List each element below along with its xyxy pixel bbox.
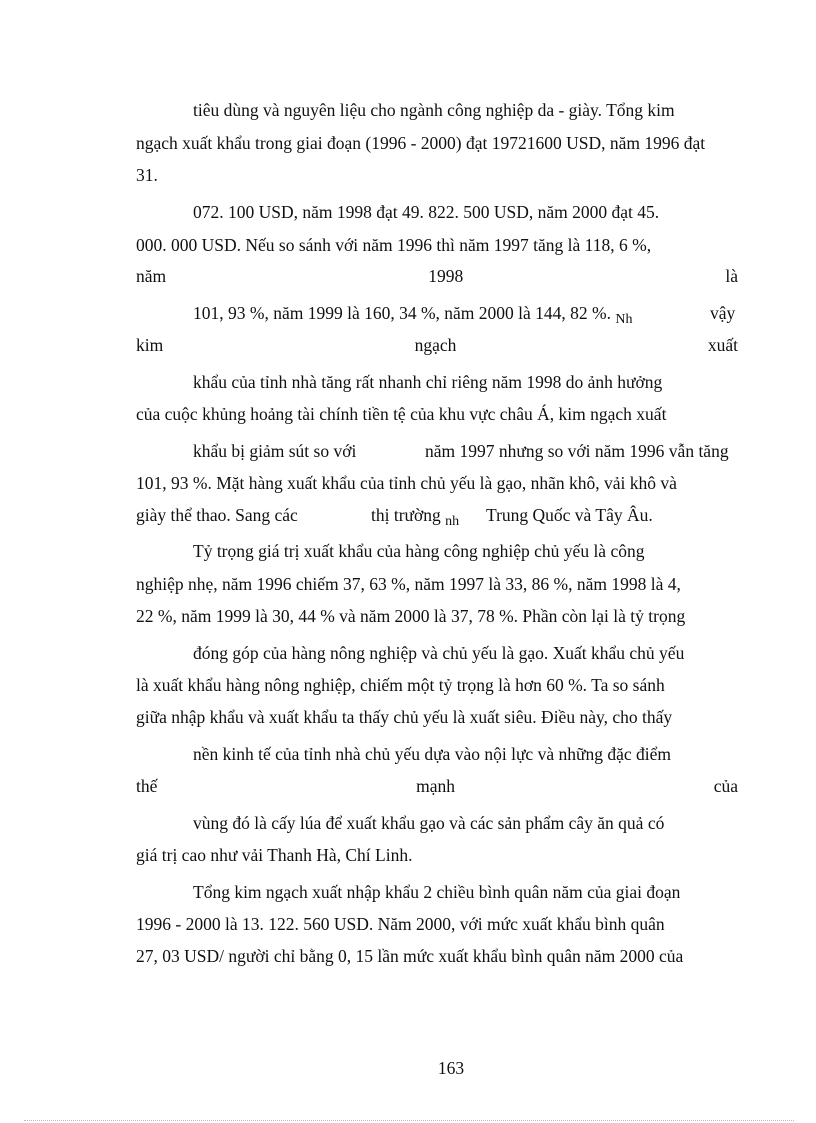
text-line: năm 1997 nhưng so với năm 1996 vẫn tăng (425, 441, 729, 461)
text-line: Tổng kim ngạch xuất nhập khẩu 2 chiều bình quân năm của giai đoạn (193, 882, 681, 902)
word: ngạch (414, 335, 457, 355)
fragment: nh (445, 514, 460, 529)
text-line (371, 504, 459, 529)
text-line: 000. 000 USD. Nếu so sánh với năm 1996 thì năm 1997 tăng là 118, 6 %, (136, 235, 652, 255)
spread-line (136, 775, 738, 797)
word: 1998 (428, 266, 464, 286)
word: năm (136, 266, 167, 286)
line-text: 101, 93 %, năm 1999 là 160, 34 %, năm 2000 là 144, 82 %. (193, 303, 612, 323)
text-line: nền kinh tế của tỉnh nhà chủ yếu dựa vào nội lực và những đặc điểm (193, 744, 671, 764)
text-line: là xuất khẩu hàng nông nghiệp, chiếm một tỷ trọng là hơn 60 %. Ta so sánh (136, 675, 665, 695)
text-line: 072. 100 USD, năm 1998 đạt 49. 822. 500 USD, năm 2000 đạt 45. (193, 202, 660, 222)
spread-line (136, 265, 738, 287)
text-line: của cuộc khủng hoảng tài chính tiền tệ của khu vực châu Á, kim ngạch xuất (136, 404, 667, 424)
word: của (713, 776, 738, 796)
word: kim (136, 335, 164, 355)
text-line: 101, 93 %. Mặt hàng xuất khẩu của tỉnh chủ yếu là gạo, nhãn khô, vải khô và (136, 473, 677, 493)
text-line: khẩu bị giảm sút so với (193, 441, 357, 461)
text-line: đóng góp của hàng nông nghiệp và chủ yếu là gạo. Xuất khẩu chủ yếu (193, 643, 685, 663)
text-line: Tỷ trọng giá trị xuất khẩu của hàng công nghiệp chủ yếu là công (193, 541, 645, 561)
word: là (725, 266, 738, 286)
text-line: giày thể thao. Sang các (136, 505, 298, 525)
text-line: Trung Quốc và Tây Âu. (486, 505, 653, 525)
word: vậy (710, 303, 736, 323)
page-number: 163 (437, 1058, 465, 1078)
fragment: Nh (615, 312, 633, 327)
text-line: 27, 03 USD/ người chỉ bằng 0, 15 lần mức xuất khẩu bình quân năm 2000 của (136, 946, 684, 966)
word: mạnh (416, 776, 455, 796)
page-bottom-divider (24, 1120, 794, 1121)
text-line (193, 302, 633, 327)
text-line: giữa nhập khẩu và xuất khẩu ta thấy chủ yếu là xuất siêu. Điều này, cho thấy (136, 707, 673, 727)
line-text: thị trường (371, 505, 441, 525)
text-line: giá trị cao như vải Thanh Hà, Chí Linh. (136, 845, 413, 865)
text-line: tiêu dùng và nguyên liệu cho ngành công nghiệp da - giày. Tổng kim (193, 100, 675, 120)
text-line: nghiệp nhẹ, năm 1996 chiếm 37, 63 %, năm 1997 là 33, 86 %, năm 1998 là 4, (136, 574, 681, 594)
spread-line (136, 334, 738, 356)
text-line: ngạch xuất khẩu trong giai đoạn (1996 - 2000) đạt 19721600 USD, năm 1996 đạt (136, 133, 706, 153)
text-line: 22 %, năm 1999 là 30, 44 % và năm 2000 là 37, 78 %. Phần còn lại là tỷ trọng (136, 606, 686, 626)
text-line: 1996 - 2000 là 13. 122. 560 USD. Năm 2000, với mức xuất khẩu bình quân (136, 914, 665, 934)
text-line: vùng đó là cấy lúa để xuất khẩu gạo và các sản phẩm cây ăn quả có (193, 813, 665, 833)
word: xuất (707, 335, 738, 355)
text-line: 31. (136, 165, 158, 185)
text-line: khẩu của tỉnh nhà tăng rất nhanh chỉ riêng năm 1998 do ảnh hưởng (193, 372, 663, 392)
word: thế (136, 776, 158, 796)
